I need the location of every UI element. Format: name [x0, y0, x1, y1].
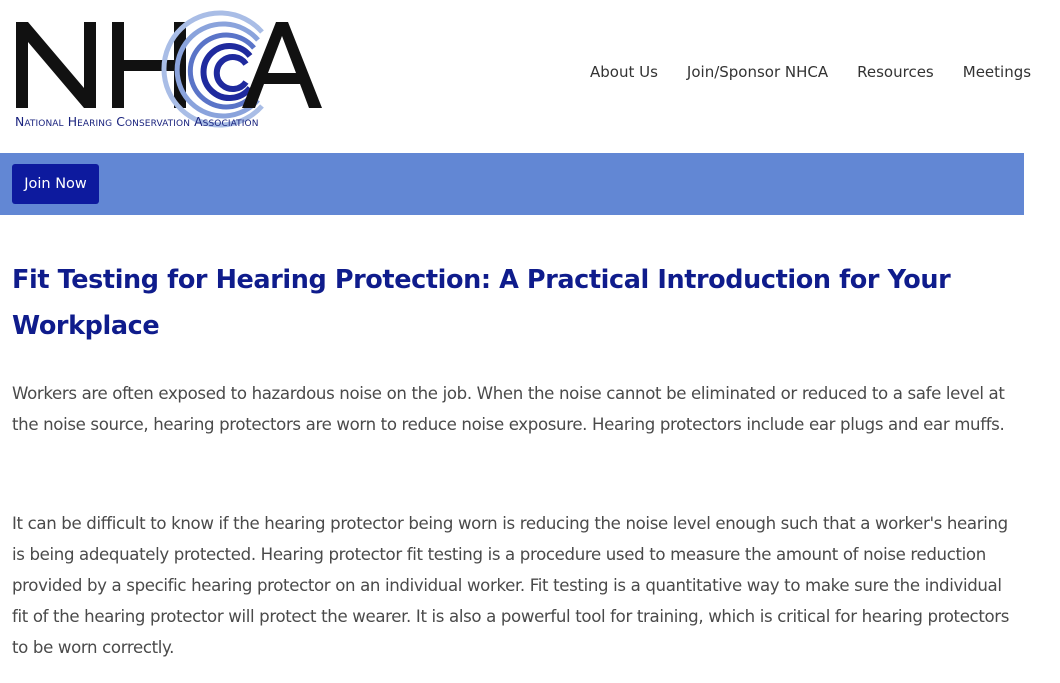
logo-sound-arcs [164, 13, 262, 125]
main-nav [590, 62, 1060, 82]
site-header [0, 0, 1032, 153]
join-banner [0, 153, 1024, 215]
nhca-logo-mark [14, 10, 334, 114]
article-content [0, 215, 1024, 683]
nav-item-resources[interactable]: Resources [857, 63, 934, 81]
nav-item-meetings[interactable]: Meetings [962, 63, 1032, 81]
logo-tagline: National Hearing Conservation Association [15, 114, 259, 129]
nav-item-about-us[interactable]: About Us [590, 63, 658, 81]
join-now-button[interactable]: Join Now [12, 164, 99, 204]
logo-letter-n [16, 22, 96, 108]
nhca-logo[interactable] [14, 10, 334, 140]
article-paragraph: Workers are often exposed to hazardous noise on the job. When the noise cannot be eliminated or reduced to a safe level at the noise source, hearing protectors are worn to reduce noise exposure. Hearing protectors include ear plugs and ear muffs. [12, 384, 1005, 434]
nav-item-join-sponsor[interactable]: Join/Sponsor NHCA [686, 63, 829, 81]
article-paragraph: It can be difficult to know if the hearing protector being worn is reducing the noise level enough such that a worker's hearing is being adequately protected. Hearing protector fit testing is a procedure used to measure the amount of noise reduction provided by a specific hearing protector on an individual worker. Fit testing is a quantitative way to make sure the individual fit of the hearing protector will protect the wearer. It is also a powerful tool for training, which is critical for hearing protectors to be worn correctly. [12, 514, 1010, 657]
page-title: Fit Testing for Hearing Protection: A Practical Introduction for Your Workplace [12, 265, 951, 341]
